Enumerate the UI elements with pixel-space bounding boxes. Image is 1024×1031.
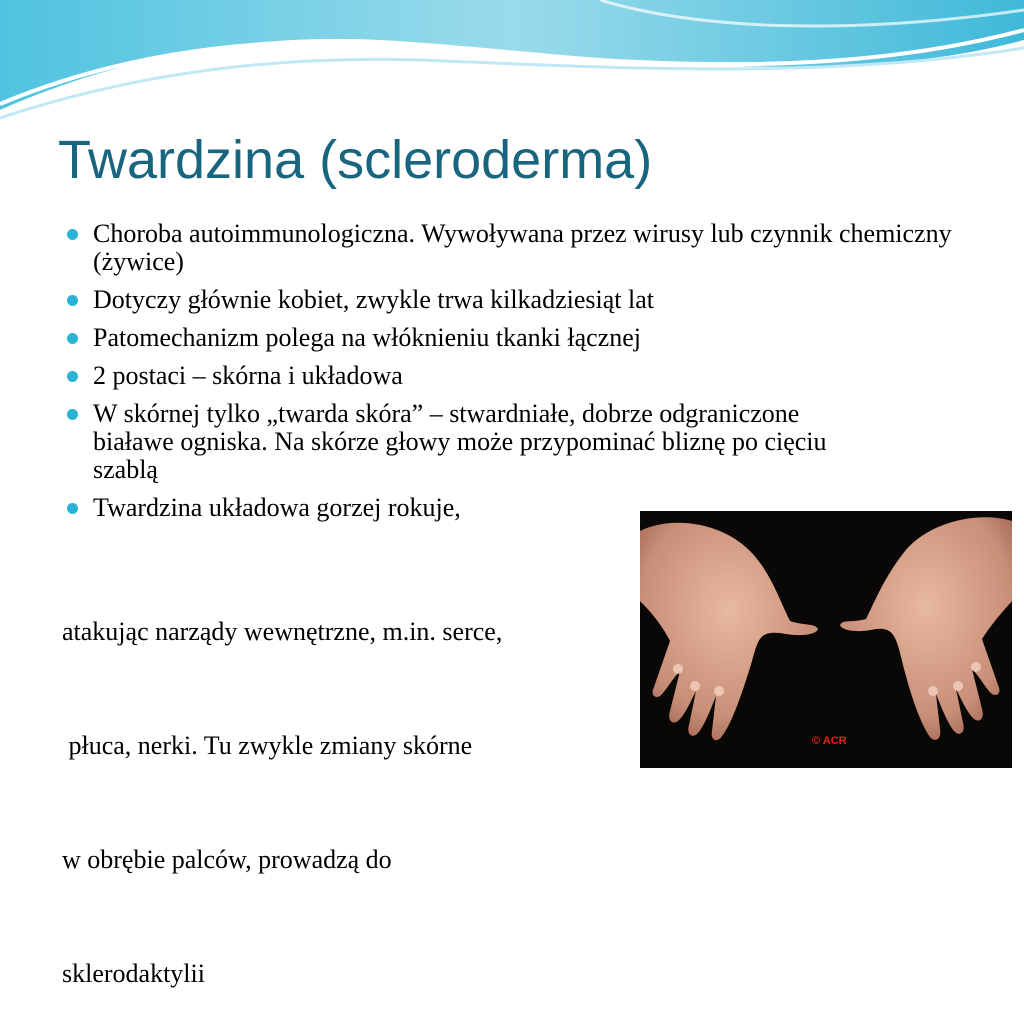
hands-photo	[640, 511, 1012, 768]
photo-credit: © ACR	[812, 735, 847, 747]
bullet-item: Patomechanizm polega na włóknieniu tkanki łącznej	[62, 324, 952, 352]
bullet-item: Dotyczy głównie kobiet, zwykle trwa kilkadziesiąt lat	[62, 286, 952, 314]
continuation-line: sklerodaktylii	[62, 959, 205, 988]
bullet-list	[62, 220, 952, 532]
bullet-dot-icon	[67, 229, 78, 240]
continuation-line: atakując narządy wewnętrzne, m.in. serce,	[62, 617, 503, 646]
bullet-dot-icon	[67, 409, 78, 420]
bullet-item: Choroba autoimmunologiczna. Wywoływana przez wirusy lub czynnik chemiczny (żywice)	[62, 220, 952, 276]
continuation-line: płuca, nerki. Tu zwykle zmiany skórne	[62, 731, 473, 760]
header-wave-decoration	[0, 0, 1024, 130]
bullet-item: Twardzina układowa gorzej rokuje,	[62, 494, 653, 522]
left-hand	[640, 523, 818, 740]
slide-title: Twardzina (scleroderma)	[58, 130, 653, 190]
bullet-dot-icon	[67, 371, 78, 382]
bullet-dot-icon	[67, 503, 78, 514]
bullet-item: W skórnej tylko „twarda skóra” – stwardniałe, dobrze odgraniczone białawe ogniska. Na skórze głowy może przypominać bliznę po cięciu szablą	[62, 400, 853, 484]
right-hand	[840, 517, 1012, 740]
hands-illustration	[640, 511, 1012, 768]
bullet-dot-icon	[67, 295, 78, 306]
bullet-item: 2 postaci – skórna i układowa	[62, 362, 952, 390]
continuation-text	[62, 537, 502, 1031]
bullet-dot-icon	[67, 333, 78, 344]
continuation-line: w obrębie palców, prowadzą do	[62, 845, 392, 874]
